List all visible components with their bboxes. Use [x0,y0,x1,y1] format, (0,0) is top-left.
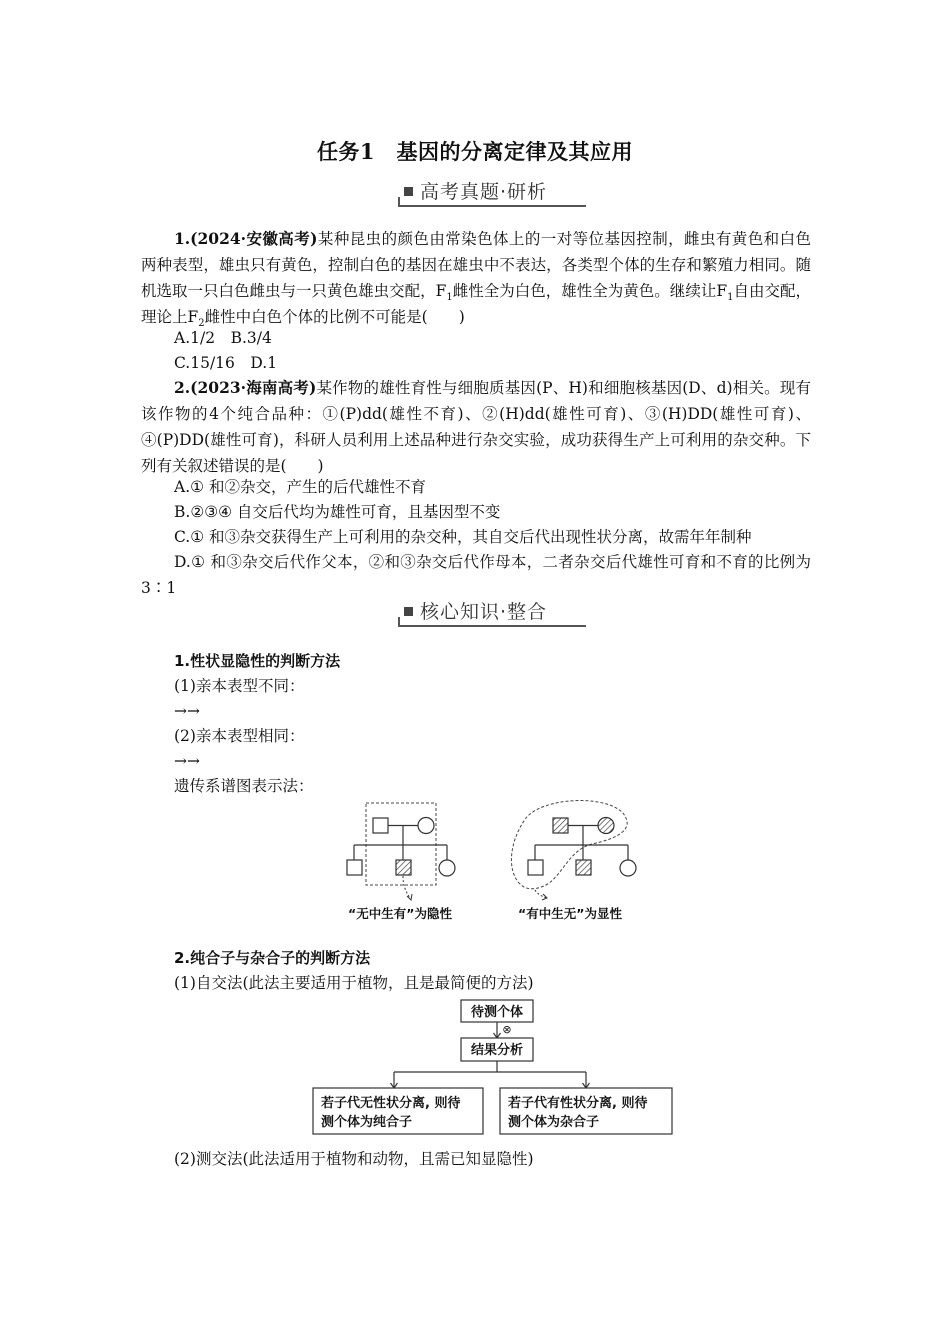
son-square-icon [347,860,362,875]
father-square-icon [373,818,388,833]
section-banner-exam [398,177,586,207]
question-2-option-c: C.① 和③杂交获得生产上可利用的杂交种，其自交后代出现性状分离，故需年年制种 [174,528,752,546]
caption-dominant: “有中生无”为显性 [518,906,622,921]
mother-circle-icon [418,818,434,834]
banner-square-icon [404,607,413,616]
question-2-option-b: B.②③④ 自交后代均为雄性可育，且基因型不变 [174,503,501,521]
pedigree-left [347,803,455,921]
svg-text:若子代有性状分离, 则待: 若子代有性状分离, 则待 [508,1096,648,1111]
question-2: 2.(2023·海南高考)某作物的雄性育性与细胞质基因(P、H)和细胞核基因(D、d)相关。现有该作物的4个纯合品种：①(P)dd(雄性不育)、②(H)dd(雄性可育)、③(H)DD(雄性可育)、④(P)DD(雄性可育)，科研人员利用上述品种进行杂交实验，成功获得生产上可利用的杂交种。下列有关叙述错误的是( ) [141,378,811,475]
svg-text:测个体为杂合子: 测个体为杂合子 [508,1115,600,1130]
affected-mother-circle-icon [598,818,614,834]
question-2-source: 2.(2023·海南高考) [174,378,317,397]
selfing-flowchart [310,996,680,1138]
knowledge-1-line-3: 遗传系谱图表示法： [174,777,314,795]
banner-square-icon [404,187,413,196]
question-2-option-d: D.① 和③杂交后代作父本，②和③杂交后代作母本，二者杂交后代雄性可育和不育的比例为3∶1 [141,553,811,597]
knowledge-1-arrows-1: →→ [174,702,200,720]
knowledge-1-line-1: (1)亲本表型不同： [174,677,305,695]
section-banner-knowledge [398,597,586,627]
knowledge-1-line-2: (2)亲本表型相同： [174,727,305,745]
affected-father-square-icon [553,818,568,833]
knowledge-1-arrows-2: →→ [174,752,200,770]
svg-text:若子代无性状分离, 则待: 若子代无性状分离, 则待 [321,1096,461,1111]
affected-son-square-icon [576,860,591,875]
svg-text:待测个体: 待测个体 [470,1005,524,1020]
page-title: 任务1 基因的分离定律及其应用 [316,139,634,164]
caption-recessive: “无中生有”为隐性 [348,906,452,921]
svg-text:测个体为纯合子: 测个体为纯合子 [321,1115,413,1130]
question-1-options-row1: A.1/2 B.3/4 [174,329,272,347]
affected-son-square-icon [396,860,411,875]
question-1: 1.(2024·安徽高考)某种昆虫的颜色由常染色体上的一对等位基因控制，雌虫有黄色和白色两种表型，雄虫只有黄色，控制白色的基因在雄虫中不表达，各类型个体的生存和繁殖力相同。随机选取一只白色雌虫与一只黄色雄虫交配，$F_1$雌性全为白色，雄性全为黄色。继续让$F_1$自由交配，理论上$F_2$雌性中白色个体的比例不可能是( ) [141,229,811,330]
pedigree-diagram [330,800,650,925]
banner-label: 高考真题·研析 [420,181,548,203]
knowledge-2-line-1: (1)自交法(此法主要适用于植物，且是最简便的方法) [174,974,534,992]
daughter-circle-icon [439,860,455,876]
question-1-options-row2: C.15/16 D.1 [174,354,278,372]
knowledge-2-line-2: (2)测交法(此法适用于植物和动物，且需已知显隐性) [174,1150,534,1168]
question-1-source: 1.(2024·安徽高考) [174,229,318,248]
svg-text:结果分析: 结果分析 [470,1043,524,1058]
selfing-symbol-icon: ⊗ [502,1023,512,1036]
pedigree-right [511,801,636,921]
knowledge-1-heading: 1.性状显隐性的判断方法 [174,652,341,670]
normal-son-square-icon [528,860,543,875]
knowledge-2-heading: 2.纯合子与杂合子的判断方法 [174,949,371,967]
banner-label: 核心知识·整合 [420,601,548,623]
question-2-option-a: A.① 和②杂交，产生的后代雄性不育 [174,478,426,496]
daughter-circle-icon [620,860,636,876]
